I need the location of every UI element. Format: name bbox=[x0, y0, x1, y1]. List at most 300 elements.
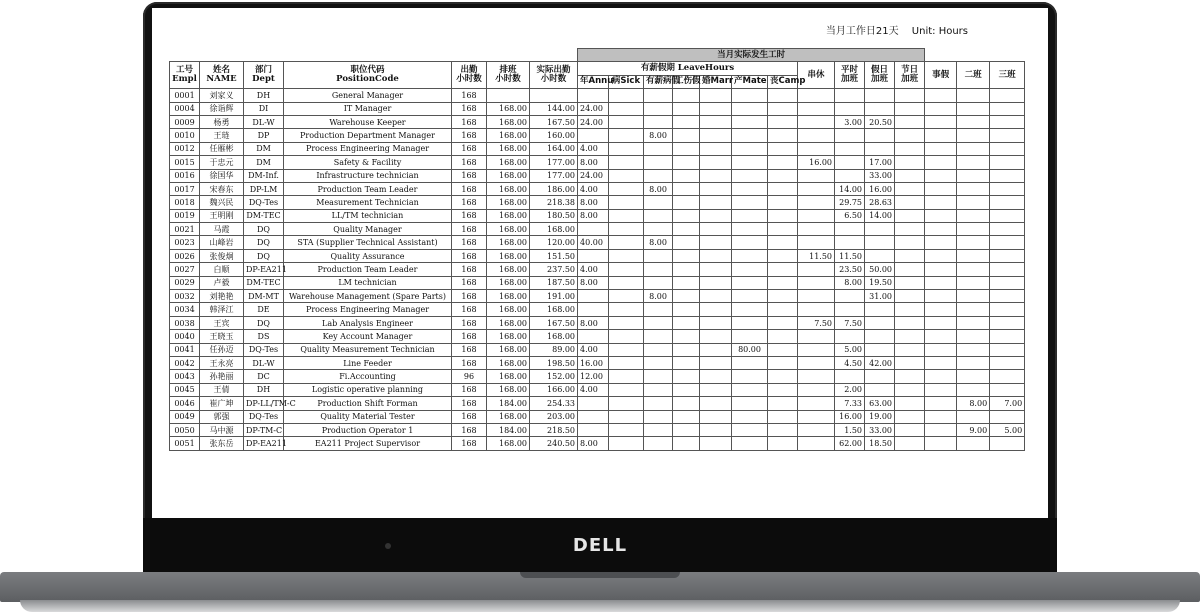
table-cell bbox=[990, 263, 1025, 276]
table-row bbox=[170, 330, 1025, 343]
table-cell bbox=[732, 303, 768, 316]
table-cell: 7.50 bbox=[835, 316, 865, 329]
table-cell bbox=[925, 263, 957, 276]
table-cell: DP bbox=[244, 129, 284, 142]
table-cell bbox=[835, 89, 865, 102]
table-cell: Process Engineering Manager bbox=[284, 142, 452, 155]
table-cell bbox=[895, 249, 925, 262]
col-dept: 部门 Dept bbox=[244, 62, 284, 89]
table-cell: 120.00 bbox=[530, 236, 578, 249]
table-cell: 山峰岩 bbox=[200, 236, 244, 249]
table-cell: 8.00 bbox=[578, 156, 609, 169]
table-cell: General Manager bbox=[284, 89, 452, 102]
table-cell: 168 bbox=[452, 437, 487, 450]
col-leave-2: 有薪病假 bbox=[644, 75, 673, 88]
table-cell bbox=[700, 196, 732, 209]
table-cell: DE bbox=[244, 303, 284, 316]
table-cell: 王倩 bbox=[200, 383, 244, 396]
col-leave-3: 工伤假 bbox=[673, 75, 700, 88]
table-cell: 218.50 bbox=[530, 423, 578, 436]
table-cell bbox=[835, 156, 865, 169]
table-cell bbox=[609, 303, 644, 316]
table-cell bbox=[925, 423, 957, 436]
col-actual: 实际出勤 小时数 bbox=[530, 62, 578, 89]
table-cell bbox=[700, 156, 732, 169]
table-cell bbox=[578, 303, 609, 316]
table-cell: 宋春东 bbox=[200, 182, 244, 195]
table-cell: 0032 bbox=[170, 290, 200, 303]
table-row bbox=[170, 236, 1025, 249]
table-cell bbox=[957, 356, 990, 369]
table-row bbox=[170, 129, 1025, 142]
table-cell bbox=[732, 249, 768, 262]
table-cell bbox=[700, 397, 732, 410]
table-cell: IT Manager bbox=[284, 102, 452, 115]
table-cell bbox=[700, 209, 732, 222]
table-cell bbox=[895, 290, 925, 303]
table-cell: 187.50 bbox=[530, 276, 578, 289]
table-cell: 8.00 bbox=[644, 236, 673, 249]
table-cell bbox=[957, 156, 990, 169]
table-cell bbox=[957, 290, 990, 303]
table-cell: DM-MT bbox=[244, 290, 284, 303]
table-cell bbox=[798, 263, 835, 276]
table-cell bbox=[925, 142, 957, 155]
table-row bbox=[170, 263, 1025, 276]
table-cell bbox=[644, 263, 673, 276]
table-cell bbox=[835, 236, 865, 249]
table-row bbox=[170, 383, 1025, 396]
table-cell: 7.50 bbox=[798, 316, 835, 329]
table-cell bbox=[925, 129, 957, 142]
table-cell bbox=[700, 249, 732, 262]
table-cell bbox=[578, 397, 609, 410]
table-cell: 19.00 bbox=[865, 410, 895, 423]
table-cell: 王宾 bbox=[200, 316, 244, 329]
table-cell: DL-W bbox=[244, 356, 284, 369]
table-cell: 168 bbox=[452, 115, 487, 128]
table-cell bbox=[925, 330, 957, 343]
table-cell: DQ bbox=[244, 316, 284, 329]
table-row bbox=[170, 196, 1025, 209]
table-cell bbox=[700, 303, 732, 316]
table-cell bbox=[925, 316, 957, 329]
col-leave-0: 年Annu bbox=[578, 75, 609, 88]
table-cell bbox=[673, 290, 700, 303]
table-cell: 0010 bbox=[170, 129, 200, 142]
table-cell: DP-LL/TM-C bbox=[244, 397, 284, 410]
table-cell bbox=[990, 410, 1025, 423]
table-row bbox=[170, 423, 1025, 436]
table-cell: Warehouse Management (Spare Parts) bbox=[284, 290, 452, 303]
table-cell: Process Engineering Manager bbox=[284, 303, 452, 316]
table-cell: 杨勇 bbox=[200, 115, 244, 128]
table-cell bbox=[644, 196, 673, 209]
table-cell bbox=[768, 196, 798, 209]
table-cell: 168.00 bbox=[487, 330, 530, 343]
table-cell: 63.00 bbox=[865, 397, 895, 410]
table-cell: 168 bbox=[452, 397, 487, 410]
table-cell: Measurement Technician bbox=[284, 196, 452, 209]
table-cell: 237.50 bbox=[530, 263, 578, 276]
table-cell bbox=[700, 276, 732, 289]
col-name: 姓名 NAME bbox=[200, 62, 244, 89]
table-cell: 王琏 bbox=[200, 129, 244, 142]
table-cell: DH bbox=[244, 383, 284, 396]
table-cell bbox=[957, 316, 990, 329]
table-cell bbox=[578, 330, 609, 343]
table-cell bbox=[990, 169, 1025, 182]
table-cell bbox=[700, 142, 732, 155]
table-cell bbox=[990, 356, 1025, 369]
table-cell: 167.50 bbox=[530, 115, 578, 128]
table-cell bbox=[732, 356, 768, 369]
table-cell: Production Operator 1 bbox=[284, 423, 452, 436]
table-cell: 0040 bbox=[170, 330, 200, 343]
table-cell bbox=[925, 276, 957, 289]
table-cell: 186.00 bbox=[530, 182, 578, 195]
table-cell bbox=[644, 102, 673, 115]
table-cell bbox=[957, 343, 990, 356]
table-cell bbox=[732, 397, 768, 410]
col-ot-3: 节日加班 bbox=[895, 62, 925, 89]
table-cell bbox=[798, 303, 835, 316]
table-cell bbox=[732, 156, 768, 169]
table-cell: 0034 bbox=[170, 303, 200, 316]
table-cell bbox=[895, 276, 925, 289]
table-cell: DQ-Tes bbox=[244, 196, 284, 209]
table-cell: 4.00 bbox=[578, 182, 609, 195]
table-cell: DP-TM-C bbox=[244, 423, 284, 436]
table-cell bbox=[673, 330, 700, 343]
table-cell bbox=[768, 223, 798, 236]
table-cell: 168 bbox=[452, 129, 487, 142]
table-cell bbox=[798, 276, 835, 289]
table-cell bbox=[732, 182, 768, 195]
table-cell: 20.50 bbox=[865, 115, 895, 128]
table-cell bbox=[673, 236, 700, 249]
table-cell bbox=[732, 89, 768, 102]
table-cell: 魏兴民 bbox=[200, 196, 244, 209]
attendance-table bbox=[169, 48, 1025, 451]
table-cell bbox=[925, 290, 957, 303]
table-cell bbox=[700, 182, 732, 195]
table-cell: Logistic operative planning bbox=[284, 383, 452, 396]
table-cell bbox=[835, 142, 865, 155]
table-cell bbox=[798, 142, 835, 155]
lid-notch bbox=[520, 572, 680, 578]
table-cell bbox=[768, 102, 798, 115]
table-cell bbox=[798, 102, 835, 115]
table-cell bbox=[768, 330, 798, 343]
table-cell bbox=[644, 249, 673, 262]
laptop-screen bbox=[152, 8, 1048, 518]
table-cell bbox=[732, 370, 768, 383]
table-cell bbox=[673, 383, 700, 396]
table-header bbox=[170, 49, 1025, 89]
table-row bbox=[170, 142, 1025, 155]
table-cell: 0045 bbox=[170, 383, 200, 396]
table-cell: 184.00 bbox=[487, 397, 530, 410]
table-cell bbox=[895, 343, 925, 356]
table-cell: 218.38 bbox=[530, 196, 578, 209]
table-row bbox=[170, 223, 1025, 236]
table-cell bbox=[673, 156, 700, 169]
table-cell: LM technician bbox=[284, 276, 452, 289]
table-cell bbox=[990, 115, 1025, 128]
table-cell: 168 bbox=[452, 330, 487, 343]
table-cell: Quality Manager bbox=[284, 223, 452, 236]
table-cell bbox=[957, 437, 990, 450]
table-cell bbox=[768, 316, 798, 329]
table-cell bbox=[700, 102, 732, 115]
table-cell: 168.00 bbox=[487, 156, 530, 169]
table-cell bbox=[673, 410, 700, 423]
table-cell bbox=[957, 410, 990, 423]
table-cell: 168.00 bbox=[530, 330, 578, 343]
col-leave-6: 丧Camp bbox=[768, 75, 798, 88]
table-cell: 168.00 bbox=[487, 169, 530, 182]
table-cell: 马中源 bbox=[200, 423, 244, 436]
table-cell: 168.00 bbox=[487, 129, 530, 142]
table-cell bbox=[895, 129, 925, 142]
table-cell bbox=[768, 89, 798, 102]
sheet-meta bbox=[816, 22, 968, 37]
table-cell: 168 bbox=[452, 290, 487, 303]
table-cell: 卢毅 bbox=[200, 276, 244, 289]
table-cell: 168.00 bbox=[487, 102, 530, 115]
table-cell bbox=[609, 276, 644, 289]
table-cell: Production Shift Forman bbox=[284, 397, 452, 410]
table-cell: 168.00 bbox=[487, 316, 530, 329]
table-cell: 168 bbox=[452, 196, 487, 209]
table-cell bbox=[895, 196, 925, 209]
table-cell bbox=[798, 236, 835, 249]
table-cell bbox=[835, 303, 865, 316]
table-cell bbox=[957, 129, 990, 142]
table-cell bbox=[732, 196, 768, 209]
table-cell bbox=[644, 343, 673, 356]
table-cell: 任雁彬 bbox=[200, 142, 244, 155]
table-cell bbox=[700, 410, 732, 423]
table-cell bbox=[895, 303, 925, 316]
table-row bbox=[170, 276, 1025, 289]
table-cell: DL-W bbox=[244, 115, 284, 128]
table-cell bbox=[798, 115, 835, 128]
table-cell: 刘艳艳 bbox=[200, 290, 244, 303]
table-cell: 12.00 bbox=[578, 370, 609, 383]
table-cell bbox=[865, 236, 895, 249]
table-cell bbox=[925, 303, 957, 316]
table-cell bbox=[673, 169, 700, 182]
table-cell bbox=[768, 437, 798, 450]
table-cell bbox=[835, 169, 865, 182]
table-cell: 0019 bbox=[170, 209, 200, 222]
table-cell bbox=[798, 182, 835, 195]
table-cell bbox=[644, 276, 673, 289]
table-cell bbox=[798, 169, 835, 182]
table-cell bbox=[957, 102, 990, 115]
table-cell: 203.00 bbox=[530, 410, 578, 423]
table-cell: DM bbox=[244, 156, 284, 169]
table-cell bbox=[925, 102, 957, 115]
table-cell bbox=[732, 263, 768, 276]
table-cell bbox=[609, 129, 644, 142]
table-cell: 168 bbox=[452, 223, 487, 236]
table-cell bbox=[673, 102, 700, 115]
table-row bbox=[170, 209, 1025, 222]
table-row bbox=[170, 102, 1025, 115]
table-cell bbox=[768, 383, 798, 396]
table-cell: Quality Measurement Technician bbox=[284, 343, 452, 356]
table-cell: 28.63 bbox=[865, 196, 895, 209]
table-cell: 4.00 bbox=[578, 142, 609, 155]
table-cell bbox=[673, 303, 700, 316]
table-cell: 于忠元 bbox=[200, 156, 244, 169]
table-cell: 96 bbox=[452, 370, 487, 383]
col-position: 职位代码 PositionCode bbox=[284, 62, 452, 89]
table-cell: 0041 bbox=[170, 343, 200, 356]
table-cell: 8.00 bbox=[578, 316, 609, 329]
table-cell bbox=[644, 410, 673, 423]
table-cell: 168 bbox=[452, 423, 487, 436]
table-cell: 168.00 bbox=[487, 276, 530, 289]
table-cell bbox=[578, 410, 609, 423]
table-cell bbox=[798, 330, 835, 343]
table-row bbox=[170, 89, 1025, 102]
table-cell bbox=[865, 102, 895, 115]
table-cell: 0016 bbox=[170, 169, 200, 182]
table-cell bbox=[732, 410, 768, 423]
col-ot-4: 事假 bbox=[925, 62, 957, 89]
workdays-label: 当月工作日21天 bbox=[825, 26, 899, 37]
table-cell: 168 bbox=[452, 276, 487, 289]
table-cell bbox=[895, 330, 925, 343]
table-cell bbox=[700, 236, 732, 249]
table-row bbox=[170, 169, 1025, 182]
table-cell bbox=[925, 182, 957, 195]
table-cell bbox=[609, 182, 644, 195]
table-cell: 168 bbox=[452, 356, 487, 369]
table-cell: 8.00 bbox=[578, 196, 609, 209]
table-row bbox=[170, 316, 1025, 329]
table-row bbox=[170, 356, 1025, 369]
table-cell bbox=[835, 223, 865, 236]
table-cell: 167.50 bbox=[530, 316, 578, 329]
table-cell: 刘家义 bbox=[200, 89, 244, 102]
table-cell: 16.00 bbox=[578, 356, 609, 369]
table-cell: 23.50 bbox=[835, 263, 865, 276]
table-cell bbox=[609, 263, 644, 276]
table-cell: 孙艳丽 bbox=[200, 370, 244, 383]
table-cell bbox=[609, 423, 644, 436]
table-cell: 168 bbox=[452, 169, 487, 182]
table-cell: 168.00 bbox=[487, 236, 530, 249]
table-cell: 168 bbox=[452, 316, 487, 329]
table-cell bbox=[673, 223, 700, 236]
table-cell bbox=[644, 330, 673, 343]
table-cell bbox=[644, 397, 673, 410]
table-cell bbox=[990, 89, 1025, 102]
table-cell bbox=[732, 290, 768, 303]
table-cell: 0012 bbox=[170, 142, 200, 155]
table-cell: 40.00 bbox=[578, 236, 609, 249]
table-cell bbox=[957, 370, 990, 383]
table-cell bbox=[732, 209, 768, 222]
table-cell: 151.50 bbox=[530, 249, 578, 262]
table-cell bbox=[700, 423, 732, 436]
table-cell bbox=[644, 142, 673, 155]
col-leave-group: 有薪假期 LeaveHours bbox=[578, 62, 798, 75]
table-cell bbox=[925, 156, 957, 169]
col-ot-5: 二班 bbox=[957, 62, 990, 89]
col-ot-1: 平时加班 bbox=[835, 62, 865, 89]
table-cell bbox=[609, 196, 644, 209]
table-cell: 7.00 bbox=[990, 397, 1025, 410]
table-cell bbox=[768, 182, 798, 195]
table-cell: 3.00 bbox=[835, 115, 865, 128]
table-cell: 177.00 bbox=[530, 156, 578, 169]
table-cell bbox=[673, 397, 700, 410]
table-cell: Quality Material Tester bbox=[284, 410, 452, 423]
table-cell bbox=[957, 303, 990, 316]
table-cell: 0004 bbox=[170, 102, 200, 115]
table-cell bbox=[609, 316, 644, 329]
table-cell: 89.00 bbox=[530, 343, 578, 356]
table-cell bbox=[732, 437, 768, 450]
table-cell: 0027 bbox=[170, 263, 200, 276]
col-ot-6: 三班 bbox=[990, 62, 1025, 89]
table-cell bbox=[895, 182, 925, 195]
table-cell: 8.00 bbox=[644, 290, 673, 303]
table-cell bbox=[925, 223, 957, 236]
table-cell: 0021 bbox=[170, 223, 200, 236]
table-cell bbox=[609, 437, 644, 450]
table-cell bbox=[925, 89, 957, 102]
table-cell: 王明刚 bbox=[200, 209, 244, 222]
table-cell bbox=[990, 209, 1025, 222]
table-row bbox=[170, 410, 1025, 423]
table-cell bbox=[673, 263, 700, 276]
table-cell bbox=[990, 223, 1025, 236]
col-scheduled: 排班 小时数 bbox=[487, 62, 530, 89]
table-cell bbox=[673, 249, 700, 262]
table-cell bbox=[673, 276, 700, 289]
table-cell bbox=[895, 89, 925, 102]
table-cell bbox=[895, 223, 925, 236]
table-cell: 0026 bbox=[170, 249, 200, 262]
table-cell bbox=[865, 383, 895, 396]
table-cell: 4.00 bbox=[578, 383, 609, 396]
table-cell bbox=[768, 209, 798, 222]
table-cell bbox=[895, 370, 925, 383]
table-cell: 168 bbox=[452, 156, 487, 169]
table-cell bbox=[925, 410, 957, 423]
table-cell: 168.00 bbox=[530, 223, 578, 236]
actual-hours-banner: 当月实际发生工时 bbox=[578, 49, 925, 62]
table-cell: 0043 bbox=[170, 370, 200, 383]
table-cell: 31.00 bbox=[865, 290, 895, 303]
table-cell bbox=[700, 343, 732, 356]
table-cell: 168 bbox=[452, 142, 487, 155]
table-cell: 8.00 bbox=[644, 129, 673, 142]
table-cell bbox=[990, 370, 1025, 383]
table-cell bbox=[865, 142, 895, 155]
table-cell: DQ bbox=[244, 223, 284, 236]
table-cell bbox=[990, 182, 1025, 195]
table-cell: 4.00 bbox=[578, 263, 609, 276]
table-cell bbox=[798, 196, 835, 209]
